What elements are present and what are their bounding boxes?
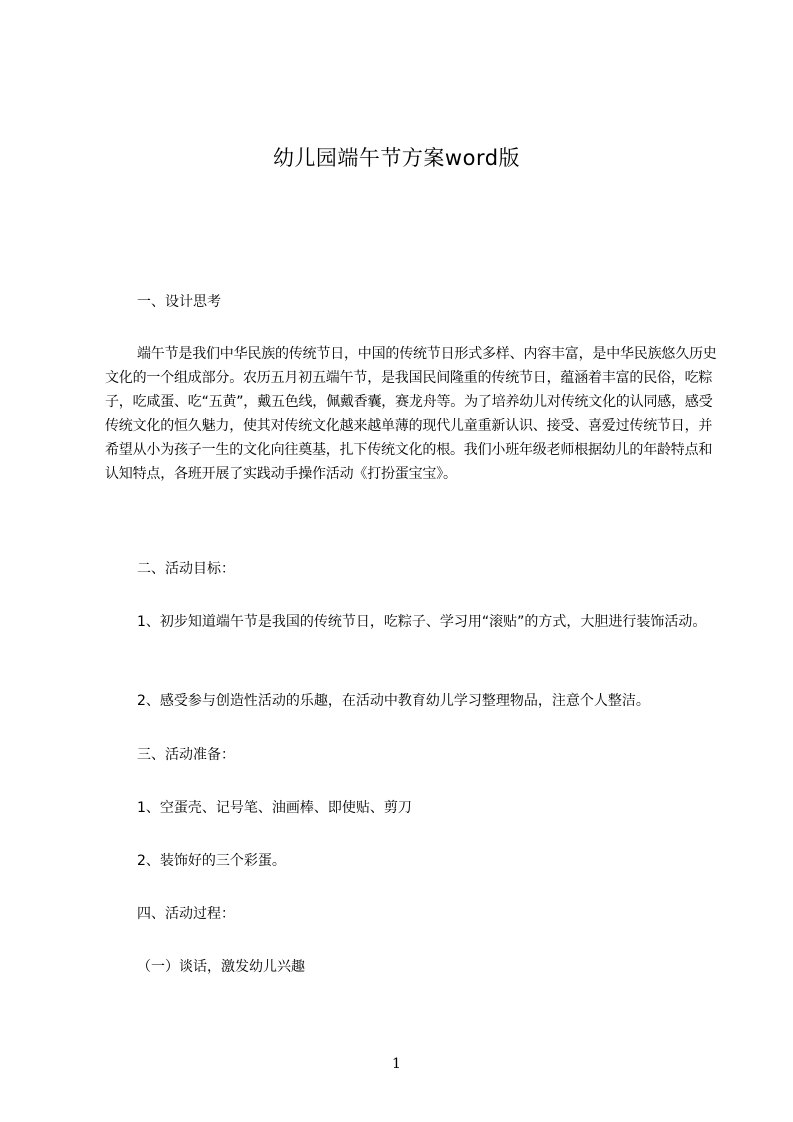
preparation-item-1: 1、空蛋壳、记号笔、油画棒、即使贴、剪刀: [137, 800, 412, 816]
goal-item-2: 2、感受参与创造性活动的乐趣，在活动中教育幼儿学习整理物品，注意个人整洁。: [137, 693, 650, 709]
preparation-item-2: 2、装饰好的三个彩蛋。: [137, 853, 286, 869]
goal-item-1: 1、初步知道端午节是我国的传统节日，吃粽子、学习用“滚贴”的方式，大胆进行装饰活动。: [137, 614, 707, 630]
page-number: 1: [392, 1056, 401, 1072]
paragraph-design-thinking: 端午节是我们中华民族的传统节日，中国的传统节日形式多样、内容丰富，是中华民族悠久历史文化的一个组成部分。农历五月初五端午节，是我国民间隆重的传统节日，蕴涵着丰富的民俗，吃粽子，吃咸蛋、吃“五黄”，戴五色线，佩戴香囊，赛龙舟等。为了培养幼儿对传统文化的认同感，感受传统文化的恒久魅力，使其对传统文化越来越单薄的现代儿童重新认识、接受、喜爱过传统节日，并希望从小为孩子一生的文化向往奠基，扎下传统文化的根。我们小班年级老师根据幼儿的年龄特点和认知特点，各班开展了实践动手操作活动《打扮蛋宝宝》。: [105, 346, 717, 482]
process-subheading-1: （一）谈话，激发幼儿兴趣: [137, 959, 305, 975]
section-heading-activity-preparation: 三、活动准备：: [137, 747, 235, 763]
section-heading-activity-process: 四、活动过程：: [137, 906, 235, 922]
section-heading-activity-goals: 二、活动目标：: [137, 561, 235, 577]
document-title: 幼儿园端午节方案word版: [272, 146, 521, 170]
section-heading-design-thinking: 一、设计思考: [137, 294, 221, 310]
